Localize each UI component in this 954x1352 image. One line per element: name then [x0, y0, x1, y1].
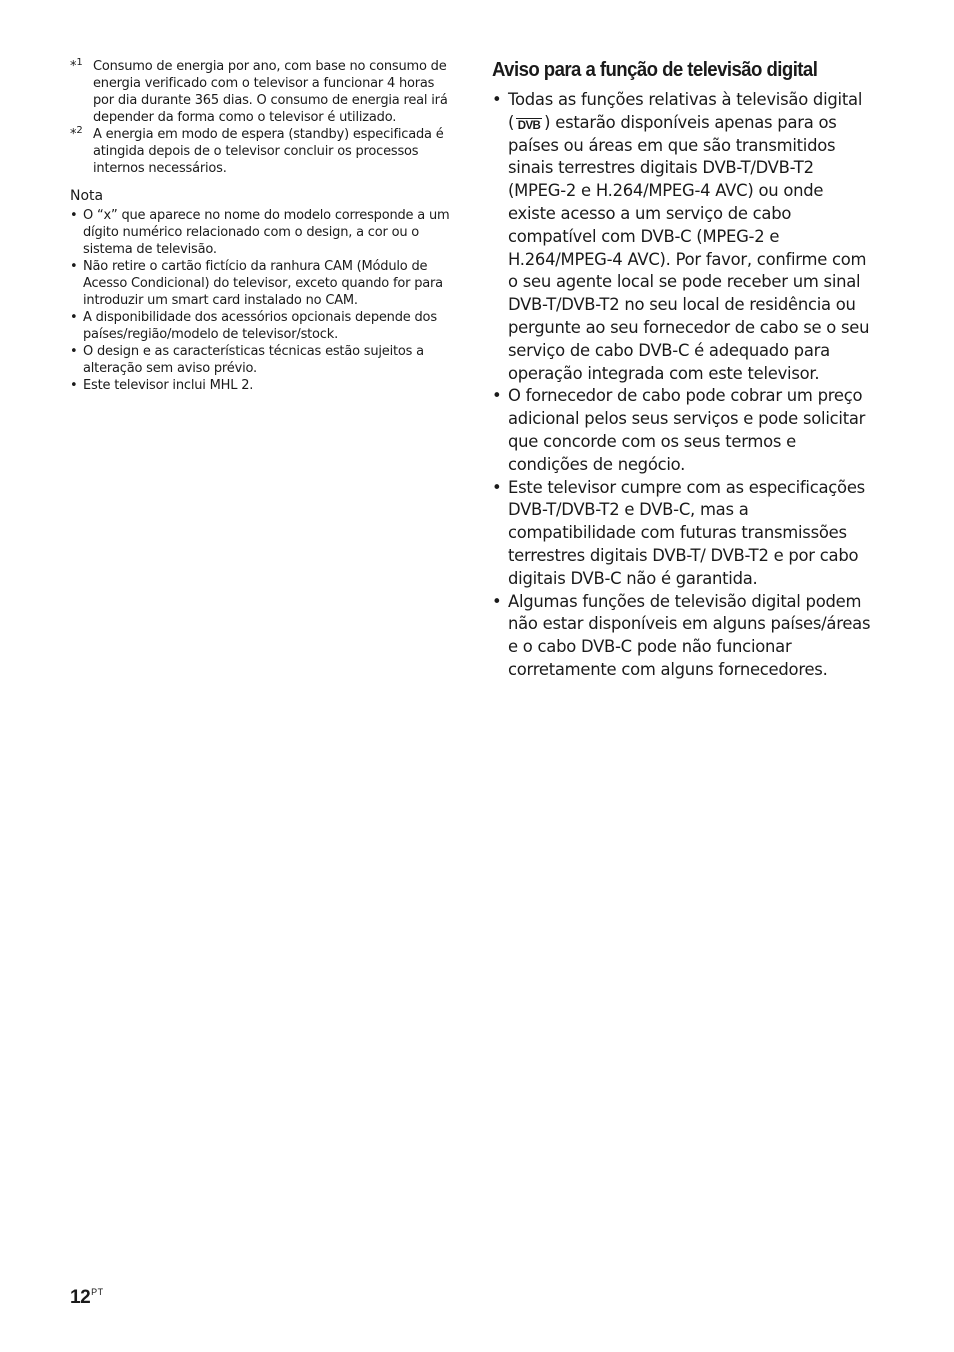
footnote-marker: *$^2$	[70, 125, 83, 142]
nota-list	[70, 207, 450, 394]
bullet-icon: •	[70, 378, 78, 393]
right-column	[492, 56, 872, 682]
left-column	[70, 58, 450, 394]
nota-item: • A disponibilidade dos acessórios opcionais depende dos países/região/modelo de televisor/stock.	[70, 310, 437, 342]
nota-heading: Nota	[70, 188, 104, 204]
bullet-icon: •	[70, 259, 78, 274]
nota-item: • Não retire o cartão fictício da ranhura CAM (Módulo de Acesso Condicional) do televisor, exceto quando for para introduzir um smart card instalado no CAM.	[70, 259, 443, 308]
bullet-icon: •	[492, 386, 502, 406]
bullet-icon: •	[70, 208, 78, 223]
footnote-marker: *$^1$	[70, 57, 83, 74]
bullet-icon: •	[70, 344, 78, 359]
notice-item: • Algumas funções de televisão digital podem não estar disponíveis em alguns países/áreas e o cabo DVB-C pode não funcionar corretamente com alguns fornecedores.	[492, 591, 871, 679]
dvb-logo-icon	[514, 115, 544, 131]
digital-tv-notice-list	[492, 89, 872, 682]
page-language-suffix: PT	[91, 1287, 104, 1297]
footnote-text: Consumo de energia por ano, com base no consumo de energia verificado com o televisor a funcionar 4 horas por dia durante 365 dias. O consumo de energia real irá depender da forma como o televisor é utilizado.	[93, 59, 448, 125]
bullet-icon: •	[492, 591, 502, 611]
notice-item: • O fornecedor de cabo pode cobrar um preço adicional pelos seus serviços e pode solicitar que concorde com os seus termos e condições de negócio.	[492, 386, 866, 474]
bullet-icon: •	[70, 310, 78, 325]
page-number-value: 12	[70, 1287, 91, 1308]
nota-item: • O design e as características técnicas estão sujeitos a alteração sem aviso prévio.	[70, 344, 424, 376]
notice-item: • Este televisor cumpre com as especificações DVB-T/DVB-T2 e DVB-C, mas a compatibilidade com futuras transmissões terrestres digitais DVB-T/ DVB-T2 e por cabo digitais DVB-C não é garantida.	[492, 477, 865, 588]
footnote-1	[70, 58, 450, 126]
notice-item: • Todas as funções relativas à televisão digital ( DVB ) estarão disponíveis apenas para os países ou áreas em que são transmitidos sinais terrestres digitais DVB-T/DVB-T2 (MPEG-2 e H.264/MPEG-4 AVC) ou onde existe acesso a um serviço de cabo compatível com DVB-C (MPEG-2 e H.264/MPEG-4 AVC). Por favor, confirme com o seu agente local se pode receber um sinal DVB-T/DVB-T2 no seu local de residência ou pergunte ao seu fornecedor de cabo se o seu serviço de cabo DVB-C é adequado para operação integrada com este televisor.	[492, 90, 870, 383]
nota-item: • Este televisor inclui MHL 2.	[70, 378, 254, 393]
footnote-text: A energia em modo de espera (standby) especificada é atingida depois de o televisor concluir os processos internos necessários.	[93, 127, 444, 176]
bullet-icon: •	[492, 477, 502, 497]
footnote-2	[70, 126, 450, 177]
bullet-icon: •	[492, 90, 502, 109]
nota-item: • O “x” que aparece no nome do modelo corresponde a um dígito numérico relacionado com o design, a cor ou o sistema de televisão.	[70, 208, 450, 257]
page-number	[70, 1281, 104, 1309]
dvb-logo-text: DVB	[517, 119, 541, 131]
section-title: Aviso para a função de televisão digital	[492, 59, 818, 81]
